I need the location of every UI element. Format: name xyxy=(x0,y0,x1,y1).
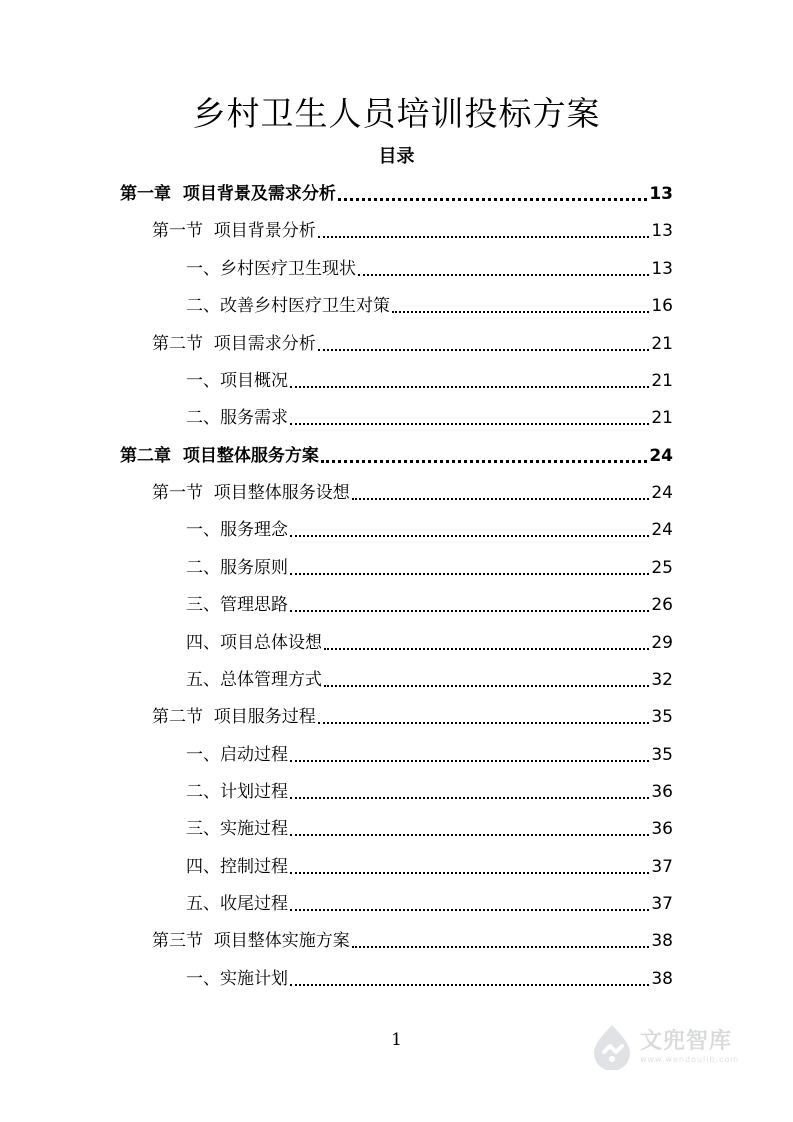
toc-entry-text: 四、项目总体设想 xyxy=(186,633,322,653)
toc-entry-page: 24 xyxy=(651,483,673,503)
toc-entry-page: 38 xyxy=(651,931,673,951)
toc-entry-subsection[interactable] xyxy=(186,811,673,841)
toc-entry-page: 21 xyxy=(651,334,673,354)
toc-entry-text: 二、改善乡村医疗卫生对策 xyxy=(186,296,390,316)
toc-entry-section[interactable] xyxy=(152,326,673,356)
toc-entry-page: 35 xyxy=(651,745,673,765)
toc-entry-subsection[interactable] xyxy=(186,550,673,580)
toc-dot-leader xyxy=(318,236,650,238)
toc-dot-leader xyxy=(290,386,649,388)
toc-entry-page: 13 xyxy=(649,184,673,204)
toc-dot-leader xyxy=(290,535,649,537)
toc-entry-subsection[interactable] xyxy=(186,587,673,617)
toc-entry-subsection[interactable] xyxy=(186,512,673,542)
toc-entry-page: 36 xyxy=(651,782,673,802)
toc-entry-text: 一、启动过程 xyxy=(186,745,288,765)
toc-dot-leader xyxy=(324,685,649,687)
toc-entry-page: 26 xyxy=(651,595,673,615)
toc-entry-text: 三、实施过程 xyxy=(186,819,288,839)
toc-entry-text: 二、服务需求 xyxy=(186,408,288,428)
toc-entry-subsection[interactable] xyxy=(186,849,673,879)
toc-entry-page: 32 xyxy=(651,670,673,690)
toc-entry-subsection[interactable] xyxy=(186,251,673,281)
toc-entry-text: 第一章 项目背景及需求分析 xyxy=(120,184,336,204)
toc-dot-leader xyxy=(290,834,649,836)
toc-entry-page: 13 xyxy=(651,221,673,241)
toc-dot-leader xyxy=(290,909,649,911)
toc-entry-section[interactable] xyxy=(152,923,673,953)
toc-entry-section[interactable] xyxy=(152,475,673,505)
toc-entry-subsection[interactable] xyxy=(186,625,673,655)
document-title: 乡村卫生人员培训投标方案 xyxy=(192,94,601,133)
toc-dot-leader xyxy=(324,648,649,650)
toc-entry-page: 29 xyxy=(651,633,673,653)
toc-entry-text: 第二节 项目服务过程 xyxy=(152,707,316,727)
toc-entry-subsection[interactable] xyxy=(186,288,673,318)
toc-entry-subsection[interactable] xyxy=(186,774,673,804)
toc-entry-text: 五、总体管理方式 xyxy=(186,670,322,690)
toc-dot-leader xyxy=(290,760,649,762)
toc-entry-page: 21 xyxy=(651,371,673,391)
wendou-logo-icon xyxy=(588,1022,636,1070)
toc-dot-leader xyxy=(290,984,649,986)
toc-entry-text: 一、项目概况 xyxy=(186,371,288,391)
toc-heading: 目录 xyxy=(378,146,415,167)
toc-dot-leader xyxy=(352,946,650,948)
page-number: 1 xyxy=(391,1030,402,1050)
toc-entry-page: 25 xyxy=(651,558,673,578)
toc-entry-page: 24 xyxy=(651,520,673,540)
toc-entry-subsection[interactable] xyxy=(186,400,673,430)
toc-entry-text: 四、控制过程 xyxy=(186,857,288,877)
toc-dot-leader xyxy=(290,573,649,575)
toc-entry-subsection[interactable] xyxy=(186,886,673,916)
toc-dot-leader xyxy=(392,311,649,313)
toc-entry-page: 37 xyxy=(651,857,673,877)
toc-entry-text: 二、计划过程 xyxy=(186,782,288,802)
toc-dot-leader xyxy=(358,274,649,276)
toc-entry-subsection[interactable] xyxy=(186,363,673,393)
toc-entry-text: 第二节 项目需求分析 xyxy=(152,334,316,354)
toc-entry-page: 35 xyxy=(651,707,673,727)
toc-dot-leader xyxy=(290,610,649,612)
watermark-url: www.wendoulib.com xyxy=(640,1054,740,1064)
toc-entry-text: 第一节 项目整体服务设想 xyxy=(152,483,350,503)
toc-entry-text: 一、乡村医疗卫生现状 xyxy=(186,259,356,279)
toc-entry-subsection[interactable] xyxy=(186,737,673,767)
toc-entry-page: 16 xyxy=(651,296,673,316)
toc-entry-text: 第三节 项目整体实施方案 xyxy=(152,931,350,951)
toc-entry-text: 二、服务原则 xyxy=(186,558,288,578)
toc-dot-leader xyxy=(338,198,647,201)
watermark-text: 文兜智库 xyxy=(640,1028,733,1054)
toc-dot-leader xyxy=(290,423,649,425)
toc-entry-text: 第一节 项目背景分析 xyxy=(152,221,316,241)
toc-dot-leader xyxy=(321,460,647,463)
watermark xyxy=(588,1018,758,1074)
toc-entry-page: 24 xyxy=(649,446,673,466)
toc-entry-section[interactable] xyxy=(152,213,673,243)
toc-entry-page: 36 xyxy=(651,819,673,839)
toc-entry-chapter-2[interactable] xyxy=(120,438,673,468)
toc-dot-leader xyxy=(290,797,649,799)
toc-entry-page: 37 xyxy=(651,894,673,914)
toc-entry-subsection[interactable] xyxy=(186,662,673,692)
toc-entry-chapter-1[interactable] xyxy=(120,176,673,206)
toc-dot-leader xyxy=(318,722,650,724)
toc-entry-page: 13 xyxy=(651,259,673,279)
toc-dot-leader xyxy=(352,498,650,500)
toc-entry-page: 21 xyxy=(651,408,673,428)
toc-entry-text: 第二章 项目整体服务方案 xyxy=(120,446,319,466)
toc-entry-text: 一、服务理念 xyxy=(186,520,288,540)
toc-entry-text: 五、收尾过程 xyxy=(186,894,288,914)
toc-dot-leader xyxy=(318,349,650,351)
toc-entry-text: 一、实施计划 xyxy=(186,969,288,989)
toc-dot-leader xyxy=(290,872,649,874)
toc-entry-subsection[interactable] xyxy=(186,961,673,991)
toc-entry-page: 38 xyxy=(651,969,673,989)
toc-entry-section[interactable] xyxy=(152,699,673,729)
toc-entry-text: 三、管理思路 xyxy=(186,595,288,615)
